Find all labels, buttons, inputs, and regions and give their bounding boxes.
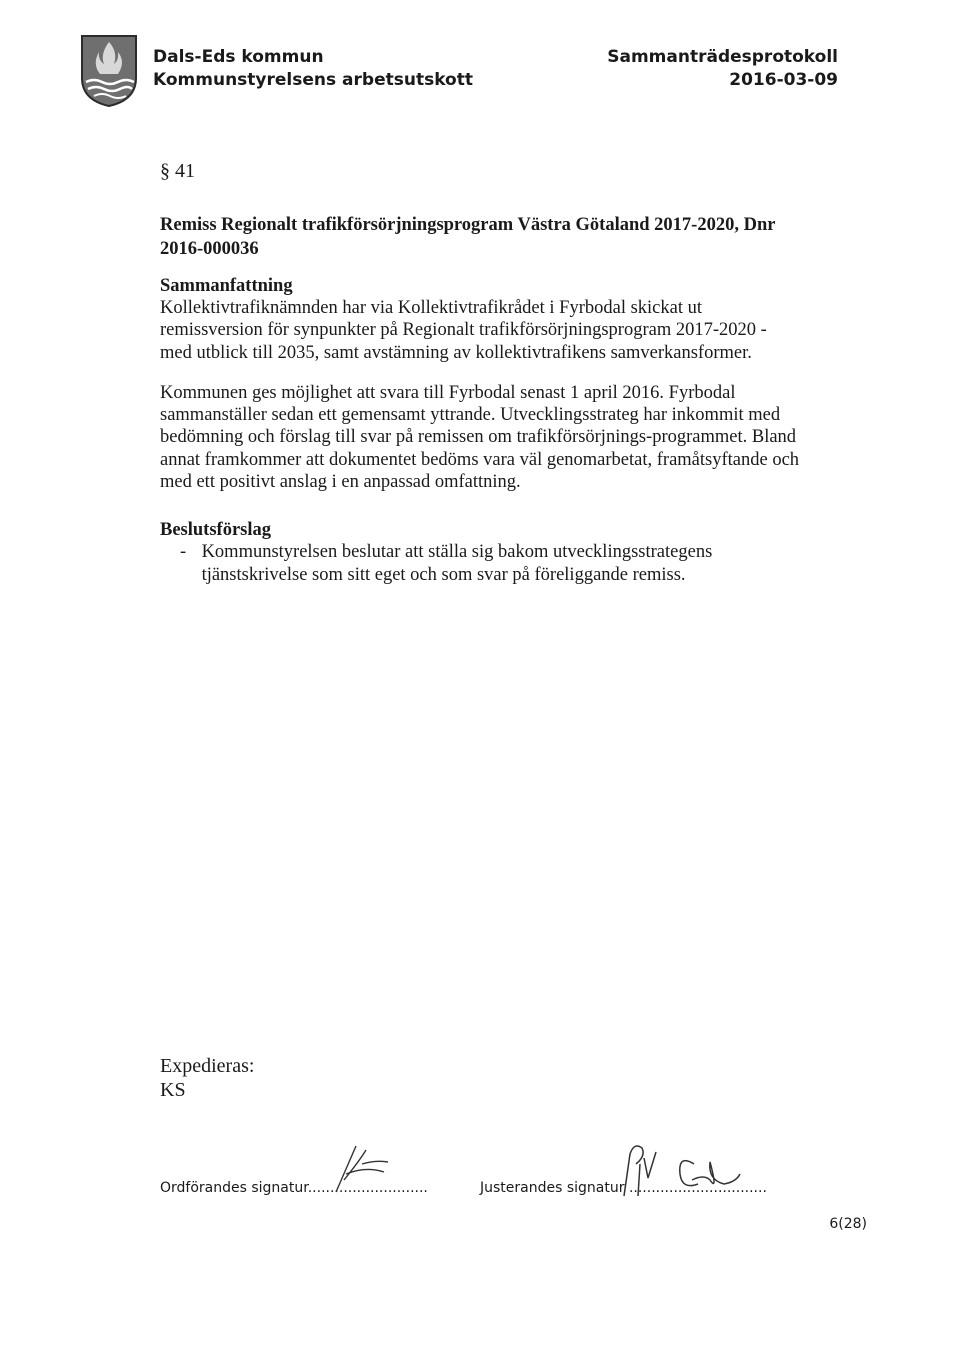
chair-signature-label: Ordförandes signatur bbox=[160, 1180, 308, 1196]
document-type: Sammanträdesprotokoll bbox=[607, 47, 838, 67]
header-left bbox=[153, 46, 473, 92]
adjuster-signature-label: Justerandes signatur bbox=[480, 1180, 625, 1196]
municipality-name: Dals-Eds kommun bbox=[153, 47, 324, 67]
summary-paragraph: Kollektivtrafiknämnden har via Kollektivtrafikrådet i Fyrbodal skickat ut remissversion för synpunkter på Regionalt trafikförsörjningsprogram 2017-2020 - med utblick till 2035, samt avstämning av kollektivtrafikens samverkansformer. bbox=[160, 298, 767, 363]
proposal-text: Kommunstyrelsen beslutar att ställa sig bakom utvecklingsstrategens tjänstskrivelse som sitt eget och som svar på föreliggande remiss. bbox=[201, 542, 713, 585]
committee-name: Kommunstyrelsens arbetsutskott bbox=[153, 70, 473, 90]
proposal-heading: Beslutsförslag bbox=[160, 520, 271, 541]
adjuster-signature-dots: ............................... bbox=[628, 1180, 767, 1196]
chair-handwritten-signature bbox=[322, 1140, 402, 1196]
document-body bbox=[160, 160, 800, 586]
proposal-item bbox=[160, 541, 800, 586]
item-title: Remiss Regionalt trafikförsörjningsprogram Västra Götaland 2017-2020, Dnr 2016-000036 bbox=[160, 215, 776, 259]
summary-paragraph: Kommunen ges möjlighet att svara till Fyrbodal senast 1 april 2016. Fyrbodal sammanställer sedan ett gemensamt yttrande. Utvecklingsstrateg har inkommit med bedömning och förslag till svar på remissen om trafikförsörjnings-programmet. Bland annat framkommer att dokumentet bedöms vara väl genomarbetat, framåtsyftande och med ett positivt anslag i en anpassad omfattning. bbox=[160, 382, 800, 493]
adjuster-handwritten-signature bbox=[612, 1134, 772, 1204]
chair-signature-dots: ........................... bbox=[307, 1180, 428, 1196]
dispatch-recipient: KS bbox=[160, 1079, 186, 1101]
section-number: § 41 bbox=[160, 160, 195, 182]
header-right bbox=[607, 46, 838, 92]
page-number: 6(28) bbox=[829, 1216, 867, 1232]
summary-heading: Sammanfattning bbox=[160, 276, 293, 296]
meeting-date: 2016-03-09 bbox=[729, 70, 838, 90]
municipality-crest-logo bbox=[80, 34, 138, 108]
dispatch-label: Expedieras: bbox=[160, 1055, 255, 1077]
bullet-dash: - bbox=[180, 542, 187, 563]
dispatch-block bbox=[160, 1054, 254, 1102]
